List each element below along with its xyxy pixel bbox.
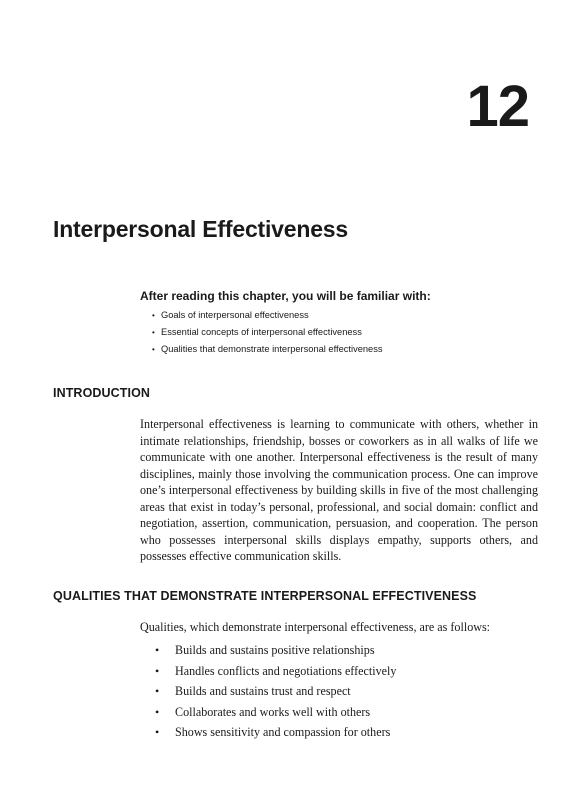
quality-item: • Builds and sustains positive relationships	[155, 640, 535, 661]
qualities-intro: Qualities, which demonstrate interpersonal effectiveness, are as follows:	[140, 620, 491, 634]
objective-item: • Essential concepts of interpersonal effectiveness	[152, 324, 540, 341]
learning-objectives	[140, 289, 540, 358]
quality-item: • Collaborates and works well with others	[155, 702, 535, 723]
quality-item: • Handles conflicts and negotiations effectively	[155, 661, 535, 682]
objectives-heading: After reading this chapter, you will be familiar with:	[140, 289, 431, 303]
objective-item: • Goals of interpersonal effectiveness	[152, 307, 540, 324]
introduction-paragraph: Interpersonal effectiveness is learning to communicate with others, whether in intimate relationships, friendship, bosses or coworkers as in all walks of life we communicate with one another. Interpersonal effectiveness is the result of many disciplines, mainly those involving the communication process. One can improve one’s interpersonal effectiveness by building skills in five of the most challenging areas that exist in today’s personal, professional, and social domain: conflict and negotiation, assertion, communication, persuasion, and cooperation. The person who possesses interpersonal skills displays empathy, supports others, and possesses effective communication skills.	[140, 417, 538, 563]
introduction-heading: INTRODUCTION	[53, 386, 151, 400]
qualities-heading: QUALITIES THAT DEMONSTRATE INTERPERSONAL EFFECTIVENESS	[53, 589, 477, 603]
quality-item: • Shows sensitivity and compassion for others	[155, 722, 535, 743]
quality-item: • Builds and sustains trust and respect	[155, 681, 535, 702]
objectives-list	[140, 307, 540, 358]
chapter-title: Interpersonal Effectiveness	[53, 216, 348, 242]
chapter-number: 12	[466, 74, 529, 139]
objective-item: • Qualities that demonstrate interpersonal effectiveness	[152, 341, 540, 358]
qualities-list	[155, 640, 535, 743]
